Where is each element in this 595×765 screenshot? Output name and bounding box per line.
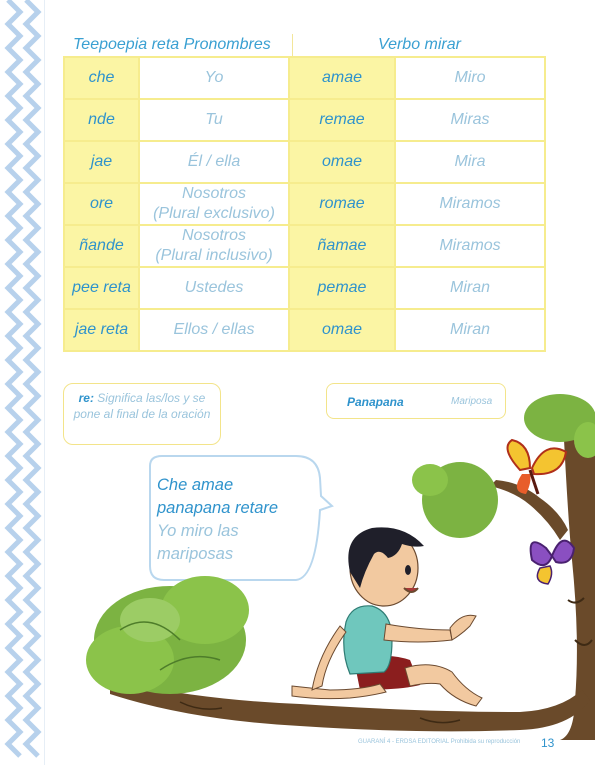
- spanish-pronoun-cell: Ustedes: [139, 267, 289, 309]
- spanish-pronoun-cell: Ellos / ellas: [139, 309, 289, 351]
- boy-figure: [292, 527, 482, 706]
- spanish-verb-cell: Miras: [395, 99, 545, 141]
- spanish-verb-cell: Miramos: [395, 183, 545, 225]
- note-term: re:: [78, 391, 94, 405]
- note-text: Significa las/los y se pone al final de la oración: [73, 391, 211, 421]
- guarani-verb-cell: pemae: [289, 267, 395, 309]
- bubble-line-3: Yo miro las: [157, 522, 239, 540]
- guarani-pronoun-cell: ore: [64, 183, 139, 225]
- vocab-spanish: Mariposa: [451, 396, 493, 407]
- bubble-line-1: Che amae: [157, 476, 234, 494]
- bubble-line-4: mariposas: [157, 545, 234, 563]
- guarani-verb-cell: omae: [289, 141, 395, 183]
- vocab-guarani: Panapana: [347, 395, 404, 409]
- spanish-verb-cell: Miramos: [395, 225, 545, 267]
- spanish-pronoun-cell: Tu: [139, 99, 289, 141]
- footer-credit: GUARANÍ 4 - ERDSA EDITORIAL Prohibida su reproducción: [358, 739, 521, 745]
- guarani-pronoun-cell: ñande: [64, 225, 139, 267]
- spanish-verb-cell: Miran: [395, 309, 545, 351]
- speech-bubble-text: [157, 474, 317, 566]
- guarani-verb-cell: omae: [289, 309, 395, 351]
- bubble-line-2: panapana retare: [157, 499, 279, 517]
- spanish-pronoun-cell: Yo: [139, 57, 289, 99]
- header-verbo-mirar: Verbo mirar: [378, 36, 461, 53]
- guarani-pronoun-cell: che: [64, 57, 139, 99]
- spanish-verb-cell: Mira: [395, 141, 545, 183]
- spanish-verb-cell: Miro: [395, 57, 545, 99]
- guarani-verb-cell: romae: [289, 183, 395, 225]
- guarani-pronoun-cell: jae: [64, 141, 139, 183]
- spanish-pronoun-line-1: Nosotros: [181, 185, 247, 202]
- foliage-left: [86, 576, 249, 694]
- spanish-pronoun-line-1: Nosotros: [181, 227, 247, 244]
- butterfly-purple: [531, 541, 574, 584]
- guarani-verb-cell: remae: [289, 99, 395, 141]
- header-pronombres: Teepoepia reta Pronombres: [73, 36, 271, 53]
- guarani-verb-cell: amae: [289, 57, 395, 99]
- guarani-pronoun-cell: jae reta: [64, 309, 139, 351]
- guarani-pronoun-cell: nde: [64, 99, 139, 141]
- spanish-verb-cell: Miran: [395, 267, 545, 309]
- page-number: 13: [541, 736, 555, 750]
- spanish-pronoun-line-2: (Plural inclusivo): [155, 247, 273, 264]
- spanish-pronoun-line-2: (Plural exclusivo): [153, 205, 275, 222]
- spanish-pronoun-cell: Él / ella: [139, 141, 289, 183]
- guarani-pronoun-cell: pee reta: [64, 267, 139, 309]
- guarani-verb-cell: ñamae: [289, 225, 395, 267]
